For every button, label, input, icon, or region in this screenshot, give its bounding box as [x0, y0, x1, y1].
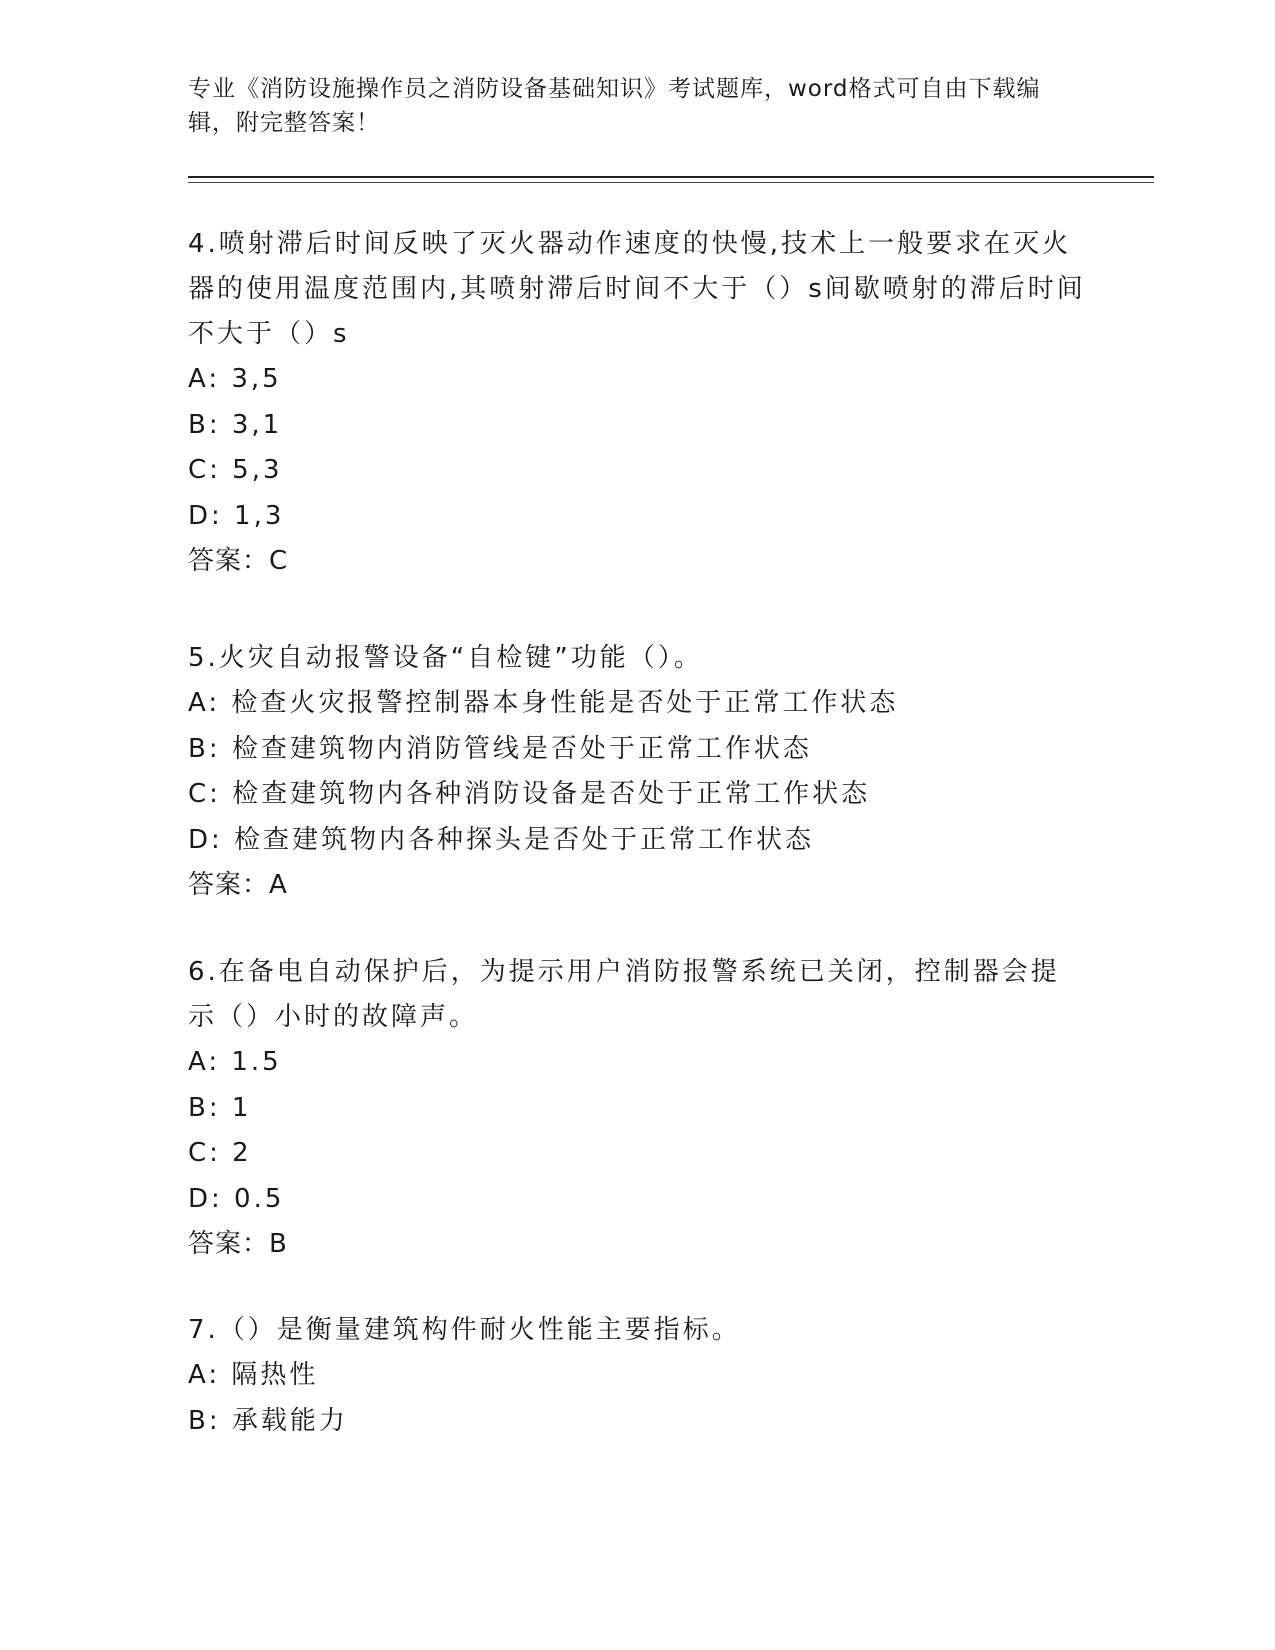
option-b: B: 1 [188, 1092, 252, 1123]
question-4 [188, 222, 1088, 584]
answer: 答案：B [188, 1229, 288, 1259]
option-a: A: 3,5 [188, 364, 282, 394]
option-c: C: 2 [188, 1138, 252, 1168]
option-b: B: 承载能力 [188, 1405, 348, 1436]
question-stem: 5.火灾自动报警设备“自检键”功能（）。 [188, 643, 703, 673]
answer: 答案：A [188, 870, 288, 900]
option-b: B: 3,1 [188, 409, 283, 440]
question-stem: 6.在备电自动保护后，为提示用户消防报警系统已关闭，控制器会提示（）小时的故障声。 [188, 957, 1060, 1032]
option-c: C: 检查建筑物内各种消防设备是否处于正常工作状态 [188, 779, 871, 809]
header-rule-thick [188, 176, 1154, 178]
option-d: D: 1,3 [188, 500, 285, 531]
option-a: A: 检查火灾报警控制器本身性能是否处于正常工作状态 [188, 688, 899, 718]
option-d: D: 检查建筑物内各种探头是否处于正常工作状态 [188, 824, 815, 855]
answer: 答案：C [188, 546, 289, 576]
question-stem: 7.（）是衡量建筑构件耐火性能主要指标。 [188, 1315, 741, 1345]
question-7 [188, 1308, 1088, 1444]
question-6 [188, 950, 1088, 1267]
option-c: C: 5,3 [188, 455, 283, 485]
option-b: B: 检查建筑物内消防管线是否处于正常工作状态 [188, 733, 812, 764]
option-a: A: 隔热性 [188, 1360, 319, 1390]
question-stem: 4.喷射滞后时间反映了灭火器动作速度的快慢,技术上一般要求在灭火器的使用温度范围内,其喷射滞后时间不大于（）s间歇喷射的滞后时间不大于（）s [188, 229, 1086, 349]
option-a: A: 1.5 [188, 1047, 282, 1077]
question-5 [188, 636, 1088, 908]
option-d: D: 0.5 [188, 1183, 285, 1214]
header-rule-thin [188, 182, 1154, 183]
document-header: 专业《消防设施操作员之消防设备基础知识》考试题库，word格式可自由下载编辑，附完整答案！ [188, 76, 1041, 136]
